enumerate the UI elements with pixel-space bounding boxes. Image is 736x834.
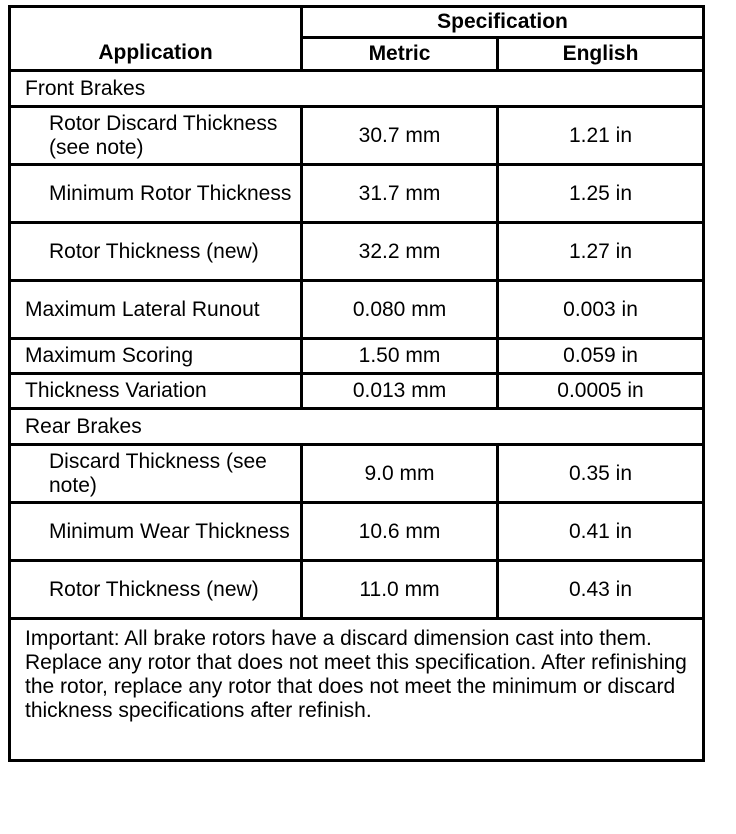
row-metric: 32.2 mm	[302, 223, 498, 281]
table-row	[10, 165, 704, 223]
row-english: 0.0005 in	[498, 374, 704, 409]
row-english: 0.003 in	[498, 281, 704, 339]
row-metric: 31.7 mm	[302, 165, 498, 223]
row-label: Rotor Thickness (new)	[10, 223, 302, 281]
row-english: 1.21 in	[498, 107, 704, 165]
row-label: Minimum Rotor Thickness	[10, 165, 302, 223]
row-english: 0.35 in	[498, 445, 704, 503]
section-front-brakes: Front Brakes	[10, 71, 704, 107]
table-row	[10, 561, 704, 619]
row-metric: 30.7 mm	[302, 107, 498, 165]
row-metric: 1.50 mm	[302, 339, 498, 374]
row-metric: 10.6 mm	[302, 503, 498, 561]
header-english: English	[498, 38, 704, 71]
table-row	[10, 339, 704, 374]
table-row	[10, 445, 704, 503]
row-label: Rotor Discard Thickness (see note)	[10, 107, 302, 165]
row-english: 1.27 in	[498, 223, 704, 281]
row-label: Discard Thickness (see note)	[10, 445, 302, 503]
row-english: 1.25 in	[498, 165, 704, 223]
brake-spec-table	[8, 5, 705, 762]
row-english: 0.41 in	[498, 503, 704, 561]
table-row	[10, 223, 704, 281]
row-label: Rotor Thickness (new)	[10, 561, 302, 619]
header-metric: Metric	[302, 38, 498, 71]
header-application: Application	[10, 7, 302, 71]
row-metric: 9.0 mm	[302, 445, 498, 503]
row-metric: 0.080 mm	[302, 281, 498, 339]
row-label: Thickness Variation	[10, 374, 302, 409]
row-metric: 0.013 mm	[302, 374, 498, 409]
row-label: Maximum Scoring	[10, 339, 302, 374]
header-specification: Specification	[302, 7, 704, 38]
important-note: Important: All brake rotors have a discard dimension cast into them. Replace any rotor that does not meet this specification. After refinishing the rotor, replace any rotor that does not meet the minimum or discard thickness specifications after refinish.	[10, 619, 704, 761]
section-rear-brakes: Rear Brakes	[10, 409, 704, 445]
table-row	[10, 503, 704, 561]
row-english: 0.059 in	[498, 339, 704, 374]
table-row	[10, 107, 704, 165]
row-english: 0.43 in	[498, 561, 704, 619]
row-label: Minimum Wear Thickness	[10, 503, 302, 561]
table-row	[10, 281, 704, 339]
row-label: Maximum Lateral Runout	[10, 281, 302, 339]
table-row	[10, 374, 704, 409]
row-metric: 11.0 mm	[302, 561, 498, 619]
